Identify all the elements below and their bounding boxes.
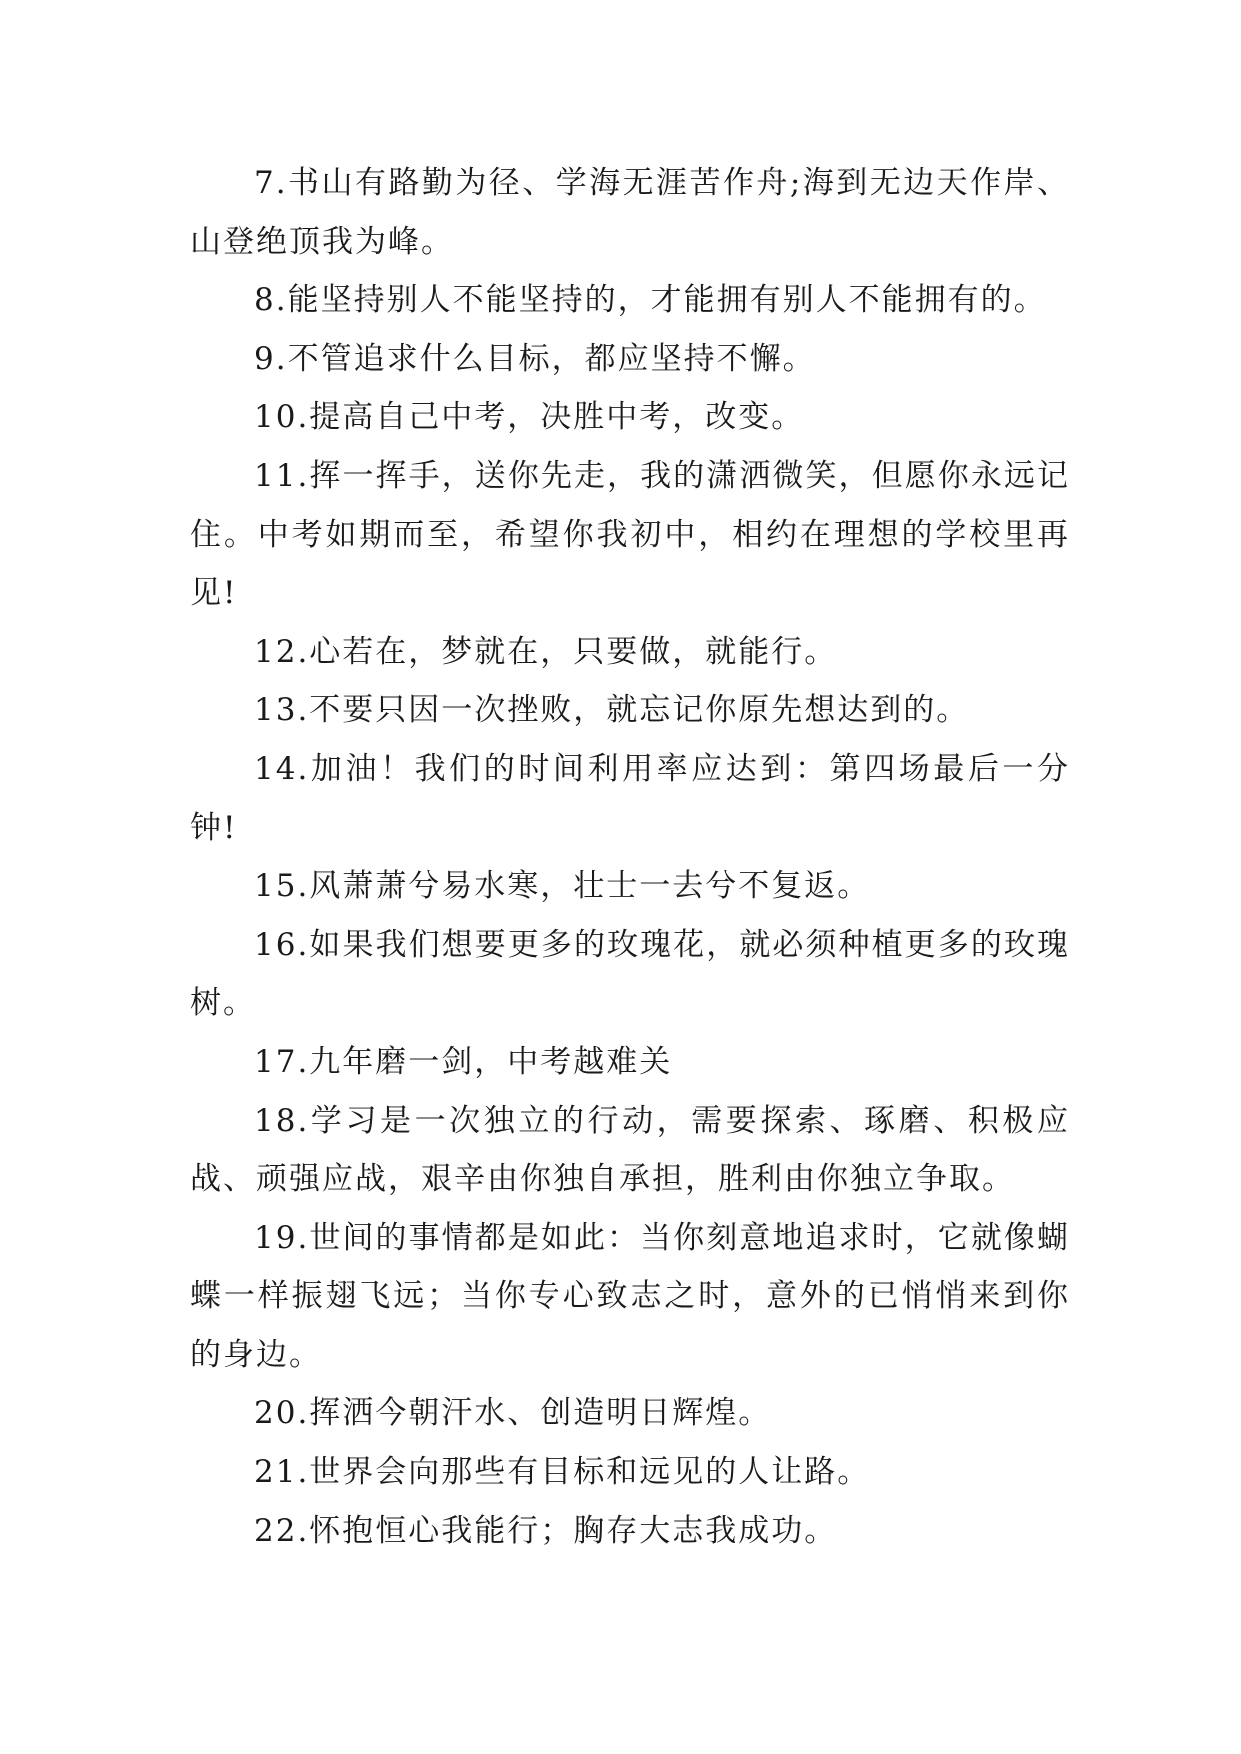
paragraph-17: 17.九年磨一剑，中考越难关 bbox=[254, 1043, 673, 1080]
paragraph-13: 13.不要只因一次挫败，就忘记你原先想达到的。 bbox=[254, 692, 970, 729]
paragraph-11: 11.挥一挥手，送你先走，我的潇洒微笑，但愿你永远记住。中考如期而至，希望你我初中，相约在理想的学校里再见! bbox=[190, 457, 1070, 612]
paragraph-8: 8.能坚持别人不能坚持的，才能拥有别人不能拥有的。 bbox=[254, 282, 1047, 319]
paragraph-21: 21.世界会向那些有目标和远见的人让路。 bbox=[254, 1454, 871, 1491]
document-body bbox=[190, 154, 1070, 1560]
paragraph-16: 16.如果我们想要更多的玫瑰花，就必须种植更多的玫瑰树。 bbox=[190, 926, 1070, 1022]
paragraph-14: 14.加油！我们的时间利用率应达到：第四场最后一分钟! bbox=[190, 750, 1070, 846]
paragraph-22: 22.怀抱恒心我能行；胸存大志我成功。 bbox=[254, 1512, 838, 1549]
paragraph-19: 19.世间的事情都是如此：当你刻意地追求时，它就像蝴蝶一样振翅飞远；当你专心致志之时，意外的已悄悄来到你的身边。 bbox=[190, 1219, 1070, 1373]
paragraph-20: 20.挥洒今朝汗水、创造明日辉煌。 bbox=[254, 1395, 772, 1432]
paragraph-18: 18.学习是一次独立的行动，需要探索、琢磨、积极应战、顽强应战，艰辛由你独自承担，胜利由你独立争取。 bbox=[190, 1102, 1070, 1198]
paragraph-10: 10.提高自己中考，决胜中考，改变。 bbox=[254, 399, 805, 436]
paragraph-7: 7.书山有路勤为径、学海无涯苦作舟;海到无边天作岸、山登绝顶我为峰。 bbox=[190, 165, 1070, 260]
paragraph-9: 9.不管追求什么目标，都应坚持不懈。 bbox=[254, 340, 816, 377]
paragraph-15: 15.风萧萧兮易水寒，壮士一去兮不复返。 bbox=[254, 868, 871, 905]
paragraph-12: 12.心若在，梦就在，只要做，就能行。 bbox=[254, 633, 838, 670]
